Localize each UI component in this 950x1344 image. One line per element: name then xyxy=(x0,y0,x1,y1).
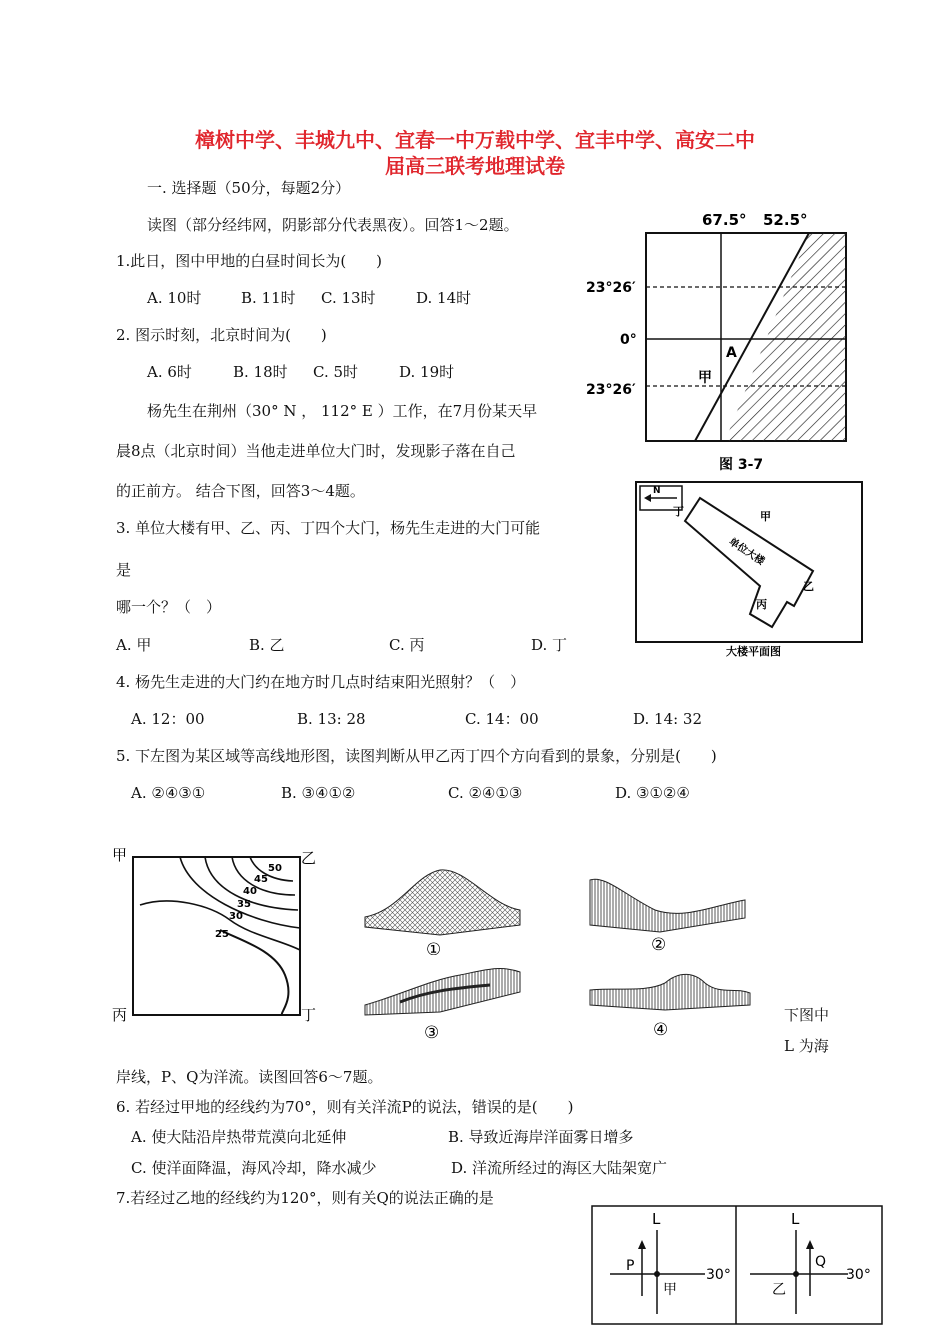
left-coast-label: L xyxy=(652,1210,661,1228)
corner-yi: 乙 xyxy=(301,849,317,867)
q4-option-c: C. 14：00 xyxy=(465,710,539,728)
section-heading: 一. 选择题（50分，每题2分） xyxy=(147,179,351,197)
q6-option-d: D. 洋流所经过的海区大陆架宽广 xyxy=(451,1159,668,1177)
lon-label-left: 67.5° xyxy=(702,211,747,229)
q6-7-intro-part3: 岸线，P、Q为洋流。读图回答6～7题。 xyxy=(116,1068,383,1086)
q3-option-d: D. 丁 xyxy=(531,636,568,654)
q1-option-b: B. 11时 xyxy=(241,289,296,307)
q3-4-intro-line1: 杨先生在荆州（30° N ， 112° E ）工作，在7月份某天早 xyxy=(147,402,538,420)
q4-option-d: D. 14: 32 xyxy=(633,710,703,728)
q3-4-intro-line2: 晨8点（北京时间）当他走进单位大门时，发现影子落在自己 xyxy=(116,442,516,460)
contour-map xyxy=(110,840,325,1025)
left-point xyxy=(654,1271,660,1277)
lon-label-right: 52.5° xyxy=(763,211,808,229)
q3-option-b: B. 乙 xyxy=(249,636,285,654)
plan-caption: 大楼平面图 xyxy=(726,645,781,658)
right-coast-label: L xyxy=(791,1210,800,1228)
q3-option-c: C. 丙 xyxy=(389,636,425,654)
view-4-surface xyxy=(590,974,750,1010)
point-jia-label: 甲 xyxy=(663,1282,677,1298)
current-q-label: Q xyxy=(815,1254,827,1270)
current-diagram xyxy=(590,1204,890,1329)
q2-option-c: C. 5时 xyxy=(313,363,359,381)
contour-label-25: 25 xyxy=(215,929,229,940)
q3-stem-line3: 哪一个？（ ） xyxy=(116,598,222,616)
q6-option-b: B. 导致近海岸洋面雾日增多 xyxy=(448,1128,634,1146)
q2-stem: 2. 图示时刻，北京时间为( ) xyxy=(116,326,327,344)
q2-option-b: B. 18时 xyxy=(233,363,288,381)
figure-3-7 xyxy=(580,205,870,475)
point-yi-label: 乙 xyxy=(772,1282,786,1298)
view-2 xyxy=(585,870,750,955)
q4-option-b: B. 13: 28 xyxy=(297,710,366,728)
building-label: 单位大楼 xyxy=(726,536,767,568)
q1-option-c: C. 13时 xyxy=(321,289,376,307)
q1-option-a: A. 10时 xyxy=(147,289,202,307)
building-plan xyxy=(630,478,870,658)
view-1-surface xyxy=(365,870,520,935)
contour-label-45: 45 xyxy=(254,874,268,885)
q7-stem: 7.若经过乙地的经线约为120°，则有关Q的说法正确的是 xyxy=(116,1189,494,1207)
view-3 xyxy=(360,960,530,1040)
q1-option-d: D. 14时 xyxy=(416,289,472,307)
q5-option-a: A. ②④③① xyxy=(131,784,206,802)
q3-option-a: A. 甲 xyxy=(116,636,152,654)
gate-bing: 丙 xyxy=(756,598,767,611)
q4-stem: 4. 杨先生走进的大门约在地方时几点时结束阳光照射？（ ） xyxy=(116,673,526,691)
view-1-label: ① xyxy=(426,940,442,955)
north-label: N xyxy=(653,486,661,496)
view-1 xyxy=(360,855,525,955)
view-2-surface xyxy=(590,879,745,932)
point-a: A xyxy=(726,345,737,361)
gate-yi: 乙 xyxy=(803,580,814,593)
current-p-label: P xyxy=(626,1258,635,1274)
contour-label-50: 50 xyxy=(268,863,282,874)
q6-7-intro-part2: L 为海 xyxy=(784,1037,829,1055)
current-frame xyxy=(592,1206,882,1324)
q6-7-intro-part1: 下图中 xyxy=(784,1006,830,1024)
q4-option-a: A. 12：00 xyxy=(131,710,205,728)
left-lat-label: 30° xyxy=(706,1267,731,1283)
q1-2-intro: 读图（部分经纬网，阴影部分代表黑夜）。回答1～2题。 xyxy=(147,216,519,234)
corner-jia: 甲 xyxy=(112,846,128,864)
lat-label-bottom: 23°26′ xyxy=(586,382,636,398)
q5-option-d: D. ③①②④ xyxy=(615,784,690,802)
gate-ding: 丁 xyxy=(673,505,684,518)
q6-option-c: C. 使洋面降温，海风冷却，降水减少 xyxy=(131,1159,377,1177)
q1-stem: 1.此日，图中甲地的白昼时间长为( ) xyxy=(116,252,383,270)
right-lat-label: 30° xyxy=(846,1267,871,1283)
gate-jia: 甲 xyxy=(760,510,771,523)
view-4-label: ④ xyxy=(653,1020,669,1040)
q5-option-b: B. ③④①② xyxy=(281,784,356,802)
contour-label-30: 30 xyxy=(229,911,243,922)
q3-4-intro-line3: 的正前方。 结合下图，回答3～4题。 xyxy=(116,482,365,500)
view-3-label: ③ xyxy=(424,1023,440,1040)
q2-option-a: A. 6时 xyxy=(147,363,192,381)
q3-stem-line1: 3. 单位大楼有甲、乙、丙、丁四个大门，杨先生走进的大门可能 xyxy=(116,519,541,537)
corner-ding: 丁 xyxy=(301,1006,317,1024)
title-line-1: 樟树中学、丰城九中、宜春一中万载中学、宜丰中学、高安二中 xyxy=(195,128,755,152)
q6-stem: 6. 若经过甲地的经线约为70°，则有关洋流P的说法，错误的是( ) xyxy=(116,1098,574,1116)
view-2-label: ② xyxy=(651,935,667,955)
point-jia: 甲 xyxy=(698,370,712,386)
contour-label-40: 40 xyxy=(243,886,257,897)
q5-option-c: C. ②④①③ xyxy=(448,784,523,802)
q6-option-a: A. 使大陆沿岸热带荒漠向北延伸 xyxy=(131,1128,347,1146)
lat-label-top: 23°26′ xyxy=(586,280,636,296)
q2-option-d: D. 19时 xyxy=(399,363,455,381)
right-point xyxy=(793,1271,799,1277)
title-line-2: 届高三联考地理试卷 xyxy=(385,154,565,178)
q5-stem: 5. 下左图为某区域等高线地形图，读图判断从甲乙丙丁四个方向看到的景象，分别是( ) xyxy=(116,747,717,765)
contour-label-35: 35 xyxy=(237,899,251,910)
q3-stem-line2: 是 xyxy=(116,561,132,579)
view-4 xyxy=(585,965,755,1040)
corner-bing: 丙 xyxy=(112,1006,128,1024)
figure-caption: 图 3-7 xyxy=(719,457,764,473)
lat-label-mid: 0° xyxy=(620,332,637,348)
